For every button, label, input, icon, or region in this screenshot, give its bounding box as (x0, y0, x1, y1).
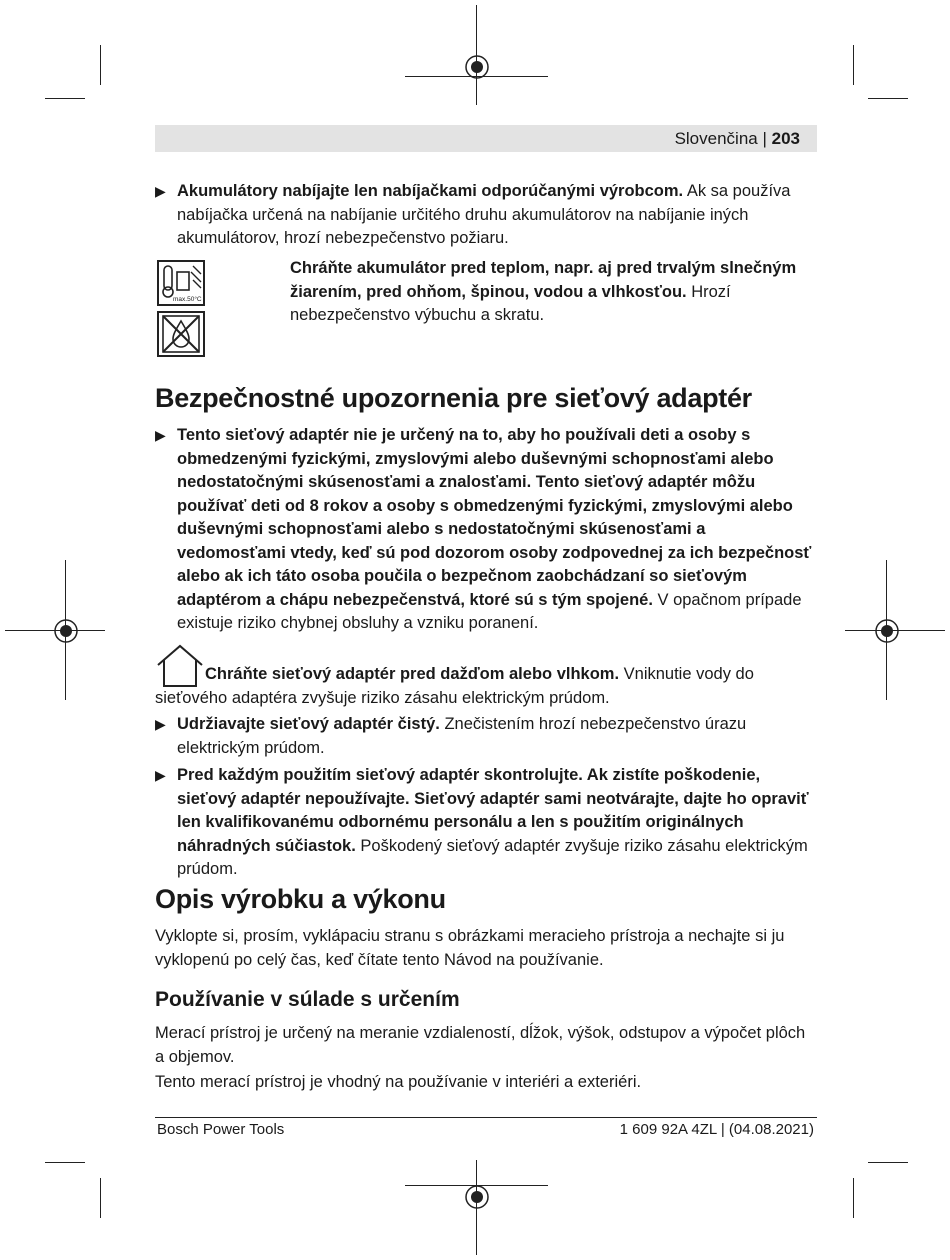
usage-text: Tento merací prístroj je vhodný na používanie v interiéri a exteriéri. (155, 1073, 642, 1091)
footer-rule (155, 1117, 817, 1118)
registration-mark-icon (463, 53, 491, 81)
svg-text:max.50°C: max.50°C (173, 296, 202, 303)
adapter-check-warning (155, 764, 817, 882)
warning-bold: Tento sieťový adaptér nie je určený na to, aby ho používali deti a osoby s obmedzenými fyzickými, zmyslovými alebo duševnými schopnosťami alebo nedostatočnými skúsenosťami a znalosťami. Tento sieťový adaptér môžu používať deti od 8 rokov a osoby s obmedzenými fyzickými, zmyslovými alebo duševnými schopnosťami alebo s nedostatočnými skúsenosťami a vedomosťami vtedy, keď sú pod dozorom osoby zodpovednej za ich bezpečnosť alebo ak ich táto osoba poučila o bezpečnom zaobchádzaní so sieťovým adaptérom a chápu nebezpečenstvá, ktoré sú s tým spojené. (177, 426, 812, 609)
no-water-icon (157, 311, 205, 357)
bullet-icon: ▶ (155, 183, 166, 199)
battery-charging-warning (155, 180, 817, 251)
warning-text: V opačnom prípade existuje riziko chybnej obsluhy a vzniku poranení. (177, 590, 802, 632)
bullet-icon: ▶ (155, 716, 166, 732)
header-separator: | (762, 129, 767, 148)
warning-bold: Chráňte sieťový adaptér pred dažďom alebo vlhkom. (205, 665, 620, 683)
section-title-adapter: Bezpečnostné upozornenia pre sieťový adaptér (155, 383, 752, 413)
warning-text: Znečistením hrozí nebezpečenstvo úrazu elektrickým prúdom. (177, 715, 747, 757)
adapter-warning-children (155, 424, 817, 636)
registration-mark-icon (463, 1183, 491, 1211)
registration-mark-icon (52, 617, 80, 645)
page-number: 203 (771, 129, 800, 148)
warning-bold: Udržiavajte sieťový adaptér čistý. (177, 715, 440, 733)
warning-bold: Akumulátory nabíjajte len nabíjačkami odporúčanými výrobcom. (177, 182, 684, 200)
bullet-icon: ▶ (155, 427, 166, 443)
warning-bold: Chráňte akumulátor pred teplom, napr. aj pred trvalým slnečným žiarením, pred ohňom, špinou, vodou a vlhkosťou. (290, 259, 797, 301)
thermometer-sun-icon (157, 260, 205, 306)
warning-text: Poškodený sieťový adaptér zvyšuje riziko zásahu elektrickým prúdom. (177, 836, 808, 878)
bullet-icon: ▶ (155, 767, 166, 783)
warning-text: Vniknutie vody do sieťového adaptéra zvyšuje riziko zásahu elektrickým prúdom. (155, 665, 754, 707)
footer-code: 1 609 92A 4ZL | (04.08.2021) (619, 1121, 814, 1138)
warning-bold: Pred každým použitím sieťový adaptér skontrolujte. Ak zistíte poškodenie, sieťový adaptér nepoužívajte. Sieťový adaptér sami neotvárajte, dajte ho opraviť len kvalifikovanému odbornému personálu a len s použitím originálnych náhradných súčiastok. (177, 766, 809, 855)
page-header (675, 129, 800, 149)
heat-warning (290, 257, 810, 328)
section-title-usage: Používanie v súlade s určením (155, 988, 460, 1011)
usage-text: Merací prístroj je určený na meranie vzdialeností, dĺžok, výšok, odstupov a výpočet plôch a objemov. (155, 1024, 806, 1066)
adapter-rain-warning (155, 663, 817, 710)
warning-text: Ak sa používa nabíjačka určená na nabíjanie určitého druhu akumulátorov na nabíjanie iných akumulátorov, hrozí nebezpečenstvo požiaru. (177, 182, 791, 247)
registration-mark-icon (873, 617, 901, 645)
adapter-clean-warning (155, 713, 817, 760)
header-language: Slovenčina (674, 129, 758, 148)
section-title-description: Opis výrobku a výkonu (155, 884, 446, 914)
warning-text: Hrozí nebezpečenstvo výbuchu a skratu. (290, 282, 731, 324)
footer-brand: Bosch Power Tools (157, 1121, 285, 1138)
description-text: Vyklopte si, prosím, vyklápaciu stranu s obrázkami meracieho prístroja a nechajte si ju vyklopenú po celý čas, keď čítate tento Návod na používanie. (155, 927, 785, 969)
